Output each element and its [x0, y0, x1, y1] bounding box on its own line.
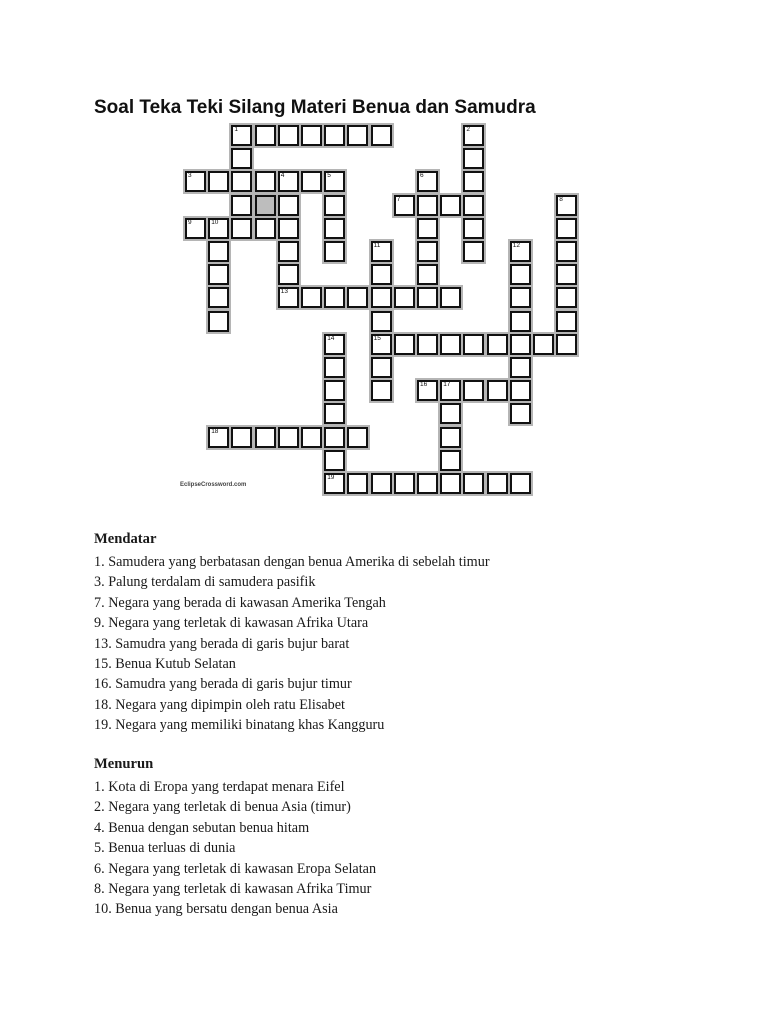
crossword-cell[interactable]: [440, 380, 461, 401]
crossword-cell[interactable]: [440, 287, 461, 308]
clue-number: 4: [280, 172, 285, 180]
crossword-cell[interactable]: [324, 473, 345, 494]
crossword-cell[interactable]: [371, 311, 392, 332]
crossword-cell[interactable]: [371, 357, 392, 378]
crossword-cell[interactable]: [185, 218, 206, 239]
across-clue: 9. Negara yang terletak di kawasan Afrika Utara: [94, 615, 369, 632]
crossword-cell[interactable]: [556, 264, 577, 285]
crossword-cell[interactable]: [510, 380, 531, 401]
down-clue: 2. Negara yang terletak di benua Asia (timur): [94, 799, 351, 816]
crossword-cell[interactable]: [255, 171, 276, 192]
crossword-cell[interactable]: [255, 427, 276, 448]
crossword-cell[interactable]: [347, 125, 368, 146]
crossword-grid: [185, 125, 585, 495]
credit-text: EclipseCrossword.com: [180, 482, 247, 488]
crossword-cell[interactable]: [440, 195, 461, 216]
clue-number: 10: [211, 218, 219, 226]
crossword-cell[interactable]: [324, 357, 345, 378]
crossword-cell[interactable]: [371, 264, 392, 285]
crossword-cell[interactable]: [440, 427, 461, 448]
crossword-cell[interactable]: [371, 380, 392, 401]
crossword-cell[interactable]: [510, 403, 531, 424]
across-clue: 13. Samudra yang berada di garis bujur barat: [94, 635, 350, 652]
crossword-cell[interactable]: [440, 473, 461, 494]
crossword-cell[interactable]: [487, 473, 508, 494]
crossword-cell[interactable]: [463, 241, 484, 262]
crossword-cell[interactable]: [417, 241, 438, 262]
crossword-cell[interactable]: [208, 218, 229, 239]
crossword-cell[interactable]: [417, 380, 438, 401]
clue-number: 19: [327, 474, 335, 481]
crossword-cell[interactable]: [208, 311, 229, 332]
down-clue: 5. Benua terluas di dunia: [94, 840, 236, 857]
crossword-cell[interactable]: [510, 311, 531, 332]
crossword-cell[interactable]: [324, 218, 345, 239]
clue-number: 15: [373, 334, 381, 342]
clue-number: 17: [443, 381, 451, 389]
crossword-cell[interactable]: [417, 171, 438, 192]
crossword-cell[interactable]: [510, 473, 531, 494]
crossword-cell[interactable]: [347, 473, 368, 494]
crossword-cell[interactable]: [487, 380, 508, 401]
crossword-cell[interactable]: [371, 473, 392, 494]
clue-number: 12: [512, 242, 521, 249]
crossword-cell[interactable]: [463, 380, 484, 401]
crossword-cell[interactable]: [231, 218, 252, 239]
crossword-cell[interactable]: [324, 287, 345, 308]
crossword-cell[interactable]: [440, 403, 461, 424]
crossword-cell[interactable]: [556, 311, 577, 332]
page-title: Soal Teka Teki Silang Materi Benua dan Samudra: [94, 97, 536, 118]
down-clue: 4. Benua dengan sebutan benua hitam: [94, 819, 310, 836]
crossword-cell[interactable]: [417, 264, 438, 285]
crossword-cell[interactable]: [487, 334, 508, 355]
crossword-cell[interactable]: [556, 241, 577, 262]
crossword-cell[interactable]: [510, 287, 531, 308]
crossword-cell[interactable]: [463, 334, 484, 355]
crossword-cell[interactable]: [278, 241, 299, 262]
crossword-cell[interactable]: [533, 334, 554, 355]
across-heading: Mendatar: [94, 531, 157, 547]
crossword-cell[interactable]: [301, 171, 322, 192]
crossword-cell[interactable]: [208, 264, 229, 285]
clue-number: 7: [396, 195, 401, 203]
crossword-cell[interactable]: [324, 195, 345, 216]
crossword-cell[interactable]: [371, 287, 392, 308]
crossword-cell[interactable]: [463, 218, 484, 239]
clue-number: 3: [188, 172, 192, 180]
across-clue: 16. Samudra yang berada di garis bujur timur: [94, 676, 352, 693]
down-clue: 10. Benua yang bersatu dengan benua Asia: [94, 901, 338, 918]
clue-number: 13: [280, 288, 289, 296]
crossword-cell[interactable]: [231, 171, 252, 192]
across-clue: 19. Negara yang memiliki binatang khas Kangguru: [94, 717, 385, 734]
crossword-cell[interactable]: [278, 195, 299, 216]
crossword-cell[interactable]: [440, 334, 461, 355]
crossword-cell[interactable]: [208, 287, 229, 308]
crossword-cell[interactable]: [440, 450, 461, 471]
crossword-cell[interactable]: [324, 427, 345, 448]
crossword-cell[interactable]: [324, 241, 345, 262]
crossword-cell[interactable]: [324, 380, 345, 401]
clue-number: 18: [211, 427, 219, 435]
clue-number: 1: [234, 126, 239, 133]
crossword-cell[interactable]: [231, 195, 252, 216]
clue-number: 11: [373, 242, 381, 249]
crossword-cell[interactable]: [278, 218, 299, 239]
crossword-cell[interactable]: [278, 264, 299, 285]
across-clue: 15. Benua Kutub Selatan: [94, 656, 236, 673]
clue-number: 6: [420, 172, 424, 180]
down-clue: 8. Negara yang terletak di kawasan Afrika Timur: [94, 881, 372, 898]
across-clue: 7. Negara yang berada di kawasan Amerika Tengah: [94, 594, 386, 611]
clue-number: 5: [327, 172, 331, 180]
down-clue: 6. Negara yang terletak di kawasan Eropa Selatan: [94, 860, 377, 877]
crossword-cell[interactable]: [301, 427, 322, 448]
crossword-cell[interactable]: [394, 195, 415, 216]
crossword-cell[interactable]: [255, 125, 276, 146]
crossword-cell[interactable]: [324, 125, 345, 146]
crossword-cell[interactable]: [463, 148, 484, 169]
crossword-cell[interactable]: [371, 334, 392, 355]
crossword-cell[interactable]: [510, 334, 531, 355]
crossword-cell[interactable]: [208, 171, 229, 192]
crossword-cell[interactable]: [556, 287, 577, 308]
crossword-cell[interactable]: [208, 241, 229, 262]
crossword-cell[interactable]: [463, 473, 484, 494]
crossword-cell[interactable]: [278, 427, 299, 448]
crossword-cell[interactable]: [371, 241, 392, 262]
crossword-cell[interactable]: [463, 125, 484, 146]
crossword-cell[interactable]: [394, 334, 415, 355]
crossword-cell[interactable]: [231, 148, 252, 169]
across-clue: 1. Samudera yang berbatasan dengan benua Amerika di sebelah timur: [94, 554, 490, 570]
crossword-cell[interactable]: [417, 473, 438, 494]
clue-number: 2: [466, 126, 471, 133]
crossword-cell[interactable]: [417, 334, 438, 355]
crossword-cell[interactable]: [417, 218, 438, 239]
crossword-cell[interactable]: [556, 218, 577, 239]
crossword-cell[interactable]: [301, 125, 322, 146]
crossword-cell[interactable]: [510, 264, 531, 285]
across-clues: [94, 531, 694, 736]
crossword-cell[interactable]: [231, 427, 252, 448]
crossword-cell-shaded: [255, 195, 276, 216]
crossword-cell[interactable]: [556, 195, 577, 216]
crossword-cell[interactable]: [463, 195, 484, 216]
crossword-cell[interactable]: [255, 218, 276, 239]
crossword-cell[interactable]: [208, 427, 229, 448]
clue-number: 8: [559, 195, 563, 203]
crossword-cell[interactable]: [324, 334, 345, 355]
crossword-cell[interactable]: [278, 125, 299, 146]
crossword-cell[interactable]: [510, 241, 531, 262]
down-heading: Menurun: [94, 756, 154, 772]
down-clue: 1. Kota di Eropa yang terdapat menara Eifel: [94, 779, 345, 795]
crossword-cell[interactable]: [231, 125, 252, 146]
crossword-cell[interactable]: [463, 171, 484, 192]
crossword-cell[interactable]: [324, 450, 345, 471]
crossword-cell[interactable]: [278, 287, 299, 308]
crossword-cell[interactable]: [371, 125, 392, 146]
down-clues: [94, 756, 694, 920]
crossword-cell[interactable]: [417, 195, 438, 216]
crossword-cell[interactable]: [347, 287, 368, 308]
crossword-cell[interactable]: [394, 473, 415, 494]
crossword-cell[interactable]: [510, 357, 531, 378]
crossword-cell[interactable]: [556, 334, 577, 355]
across-clue: 3. Palung terdalam di samudera pasifik: [94, 574, 316, 591]
clue-number: 9: [188, 218, 192, 226]
clue-number: 14: [327, 334, 335, 342]
crossword-cell[interactable]: [417, 287, 438, 308]
clue-number: 16: [420, 381, 428, 389]
crossword-cell[interactable]: [324, 171, 345, 192]
crossword-cell[interactable]: [301, 287, 322, 308]
across-clue: 18. Negara yang dipimpin oleh ratu Elisabet: [94, 696, 345, 713]
crossword-cell[interactable]: [278, 171, 299, 192]
crossword-cell[interactable]: [185, 171, 206, 192]
crossword-cell[interactable]: [394, 287, 415, 308]
crossword-cell[interactable]: [324, 403, 345, 424]
crossword-cell[interactable]: [347, 427, 368, 448]
